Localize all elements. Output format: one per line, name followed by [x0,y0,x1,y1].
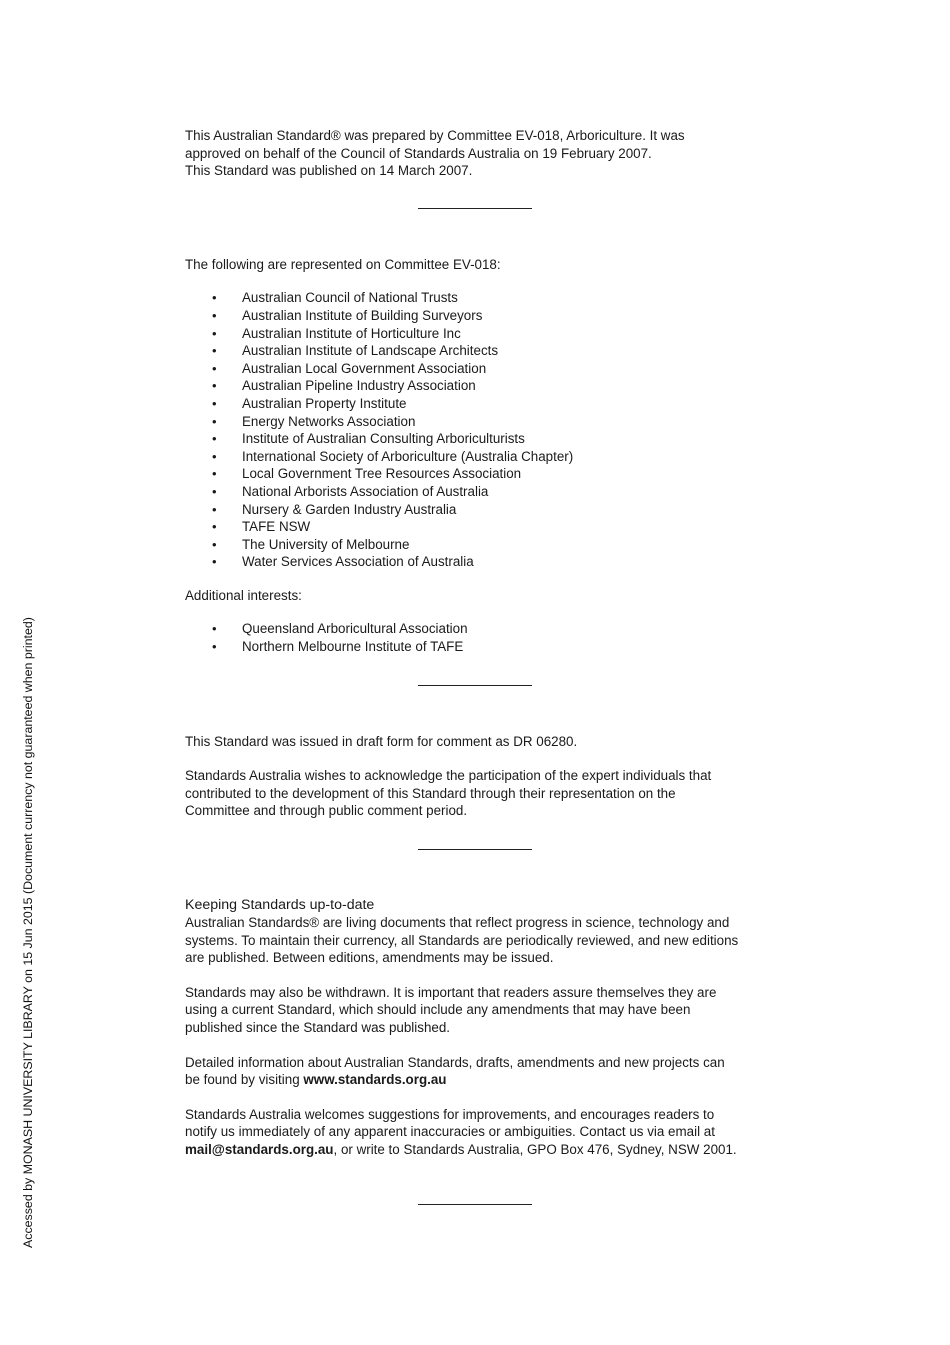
list-item: • Australian Local Government Association [185,360,785,378]
document-content [185,127,785,1205]
paragraph-text: be found by visiting [185,1072,304,1088]
committee-member-list [185,289,785,571]
list-item: • Australian Pipeline Industry Association [185,377,785,395]
paragraph-line: published since the Standard was published. [185,1020,451,1035]
list-item: • Australian Institute of Building Surveyors [185,307,785,325]
detailed-info-paragraph [185,1054,785,1089]
draft-issued-text: This Standard was issued in draft form for comment as DR 06280. [185,733,578,749]
paragraph-line: notify us immediately of any apparent inaccuracies or ambiguities. Contact us via email at [185,1124,715,1140]
list-item: • Australian Institute of Landscape Architects [185,342,785,360]
paragraph-text: , or write to Standards Australia, GPO Box 476, Sydney, NSW 2001. [333,1141,737,1157]
section-divider [418,208,532,209]
preparation-line: This Standard was published on 14 March 2007. [185,163,473,179]
list-item: • The University of Melbourne [185,536,785,554]
paragraph-line [185,1071,785,1089]
list-item: • Northern Melbourne Institute of TAFE [185,638,785,656]
list-item: • Australian Institute of Horticulture Inc [185,325,785,343]
access-margin-note: Accessed by MONASH UNIVERSITY LIBRARY on 15 Jun 2015 (Document currency not guaranteed when printed) [21,617,35,1248]
paragraph-line: Australian Standards® are living documents that reflect progress in science, technology and [185,915,730,931]
list-item: • International Society of Arboriculture (Australia Chapter) [185,448,785,466]
living-documents-paragraph [185,914,785,967]
list-item: • Nursery & Garden Industry Australia [185,501,785,519]
preparation-line: approved on behalf of the Council of Standards Australia on 19 February 2007. [185,145,652,161]
paragraph-line: are published. Between editions, amendments may be issued. [185,950,554,966]
list-item: • Australian Property Institute [185,395,785,413]
paragraph-line: using a current Standard, which should include any amendments that may have been [185,1002,691,1018]
acknowledgement-line: Committee and through public comment period. [185,803,468,819]
website-link[interactable]: www.standards.org.au [303,1072,447,1088]
list-item: • Local Government Tree Resources Association [185,465,785,483]
email-link[interactable]: mail@standards.org.au [185,1141,334,1157]
list-item: • Australian Council of National Trusts [185,289,785,307]
paragraph-line [185,1141,785,1159]
additional-interests-list [185,620,785,655]
list-item: • Energy Networks Association [185,413,785,431]
acknowledgement-line: contributed to the development of this Standard through their representation on the [185,785,676,801]
paragraph-line: systems. To maintain their currency, all Standards are periodically reviewed, and new editions [185,932,739,948]
additional-interests-label: Additional interests: [185,587,302,603]
list-item: • Queensland Arboricultural Association [185,620,785,638]
list-item: • National Arborists Association of Australia [185,483,785,501]
keeping-up-to-date-heading: Keeping Standards up-to-date [185,897,375,914]
acknowledgement-line: Standards Australia wishes to acknowledge the participation of the expert individuals that [185,768,712,784]
withdrawn-paragraph [185,984,785,1037]
section-divider [418,849,532,850]
list-item: • Water Services Association of Australia [185,553,785,571]
committee-intro: The following are represented on Committee EV-018: [185,256,501,272]
paragraph-line: Standards Australia welcomes suggestions for improvements, and encourages readers to [185,1106,715,1122]
acknowledgement-paragraph [185,767,785,820]
preparation-paragraph [185,127,785,180]
section-divider [418,685,532,686]
paragraph-line: Detailed information about Australian Standards, drafts, amendments and new projects can [185,1054,725,1070]
suggestions-paragraph [185,1106,785,1159]
list-item: • Institute of Australian Consulting Arboriculturists [185,430,785,448]
paragraph-line: Standards may also be withdrawn. It is important that readers assure themselves they are [185,984,717,1000]
list-item: • TAFE NSW [185,518,785,536]
section-divider [418,1204,532,1205]
preparation-line: This Australian Standard® was prepared by Committee EV-018, Arboriculture. It was [185,128,685,143]
